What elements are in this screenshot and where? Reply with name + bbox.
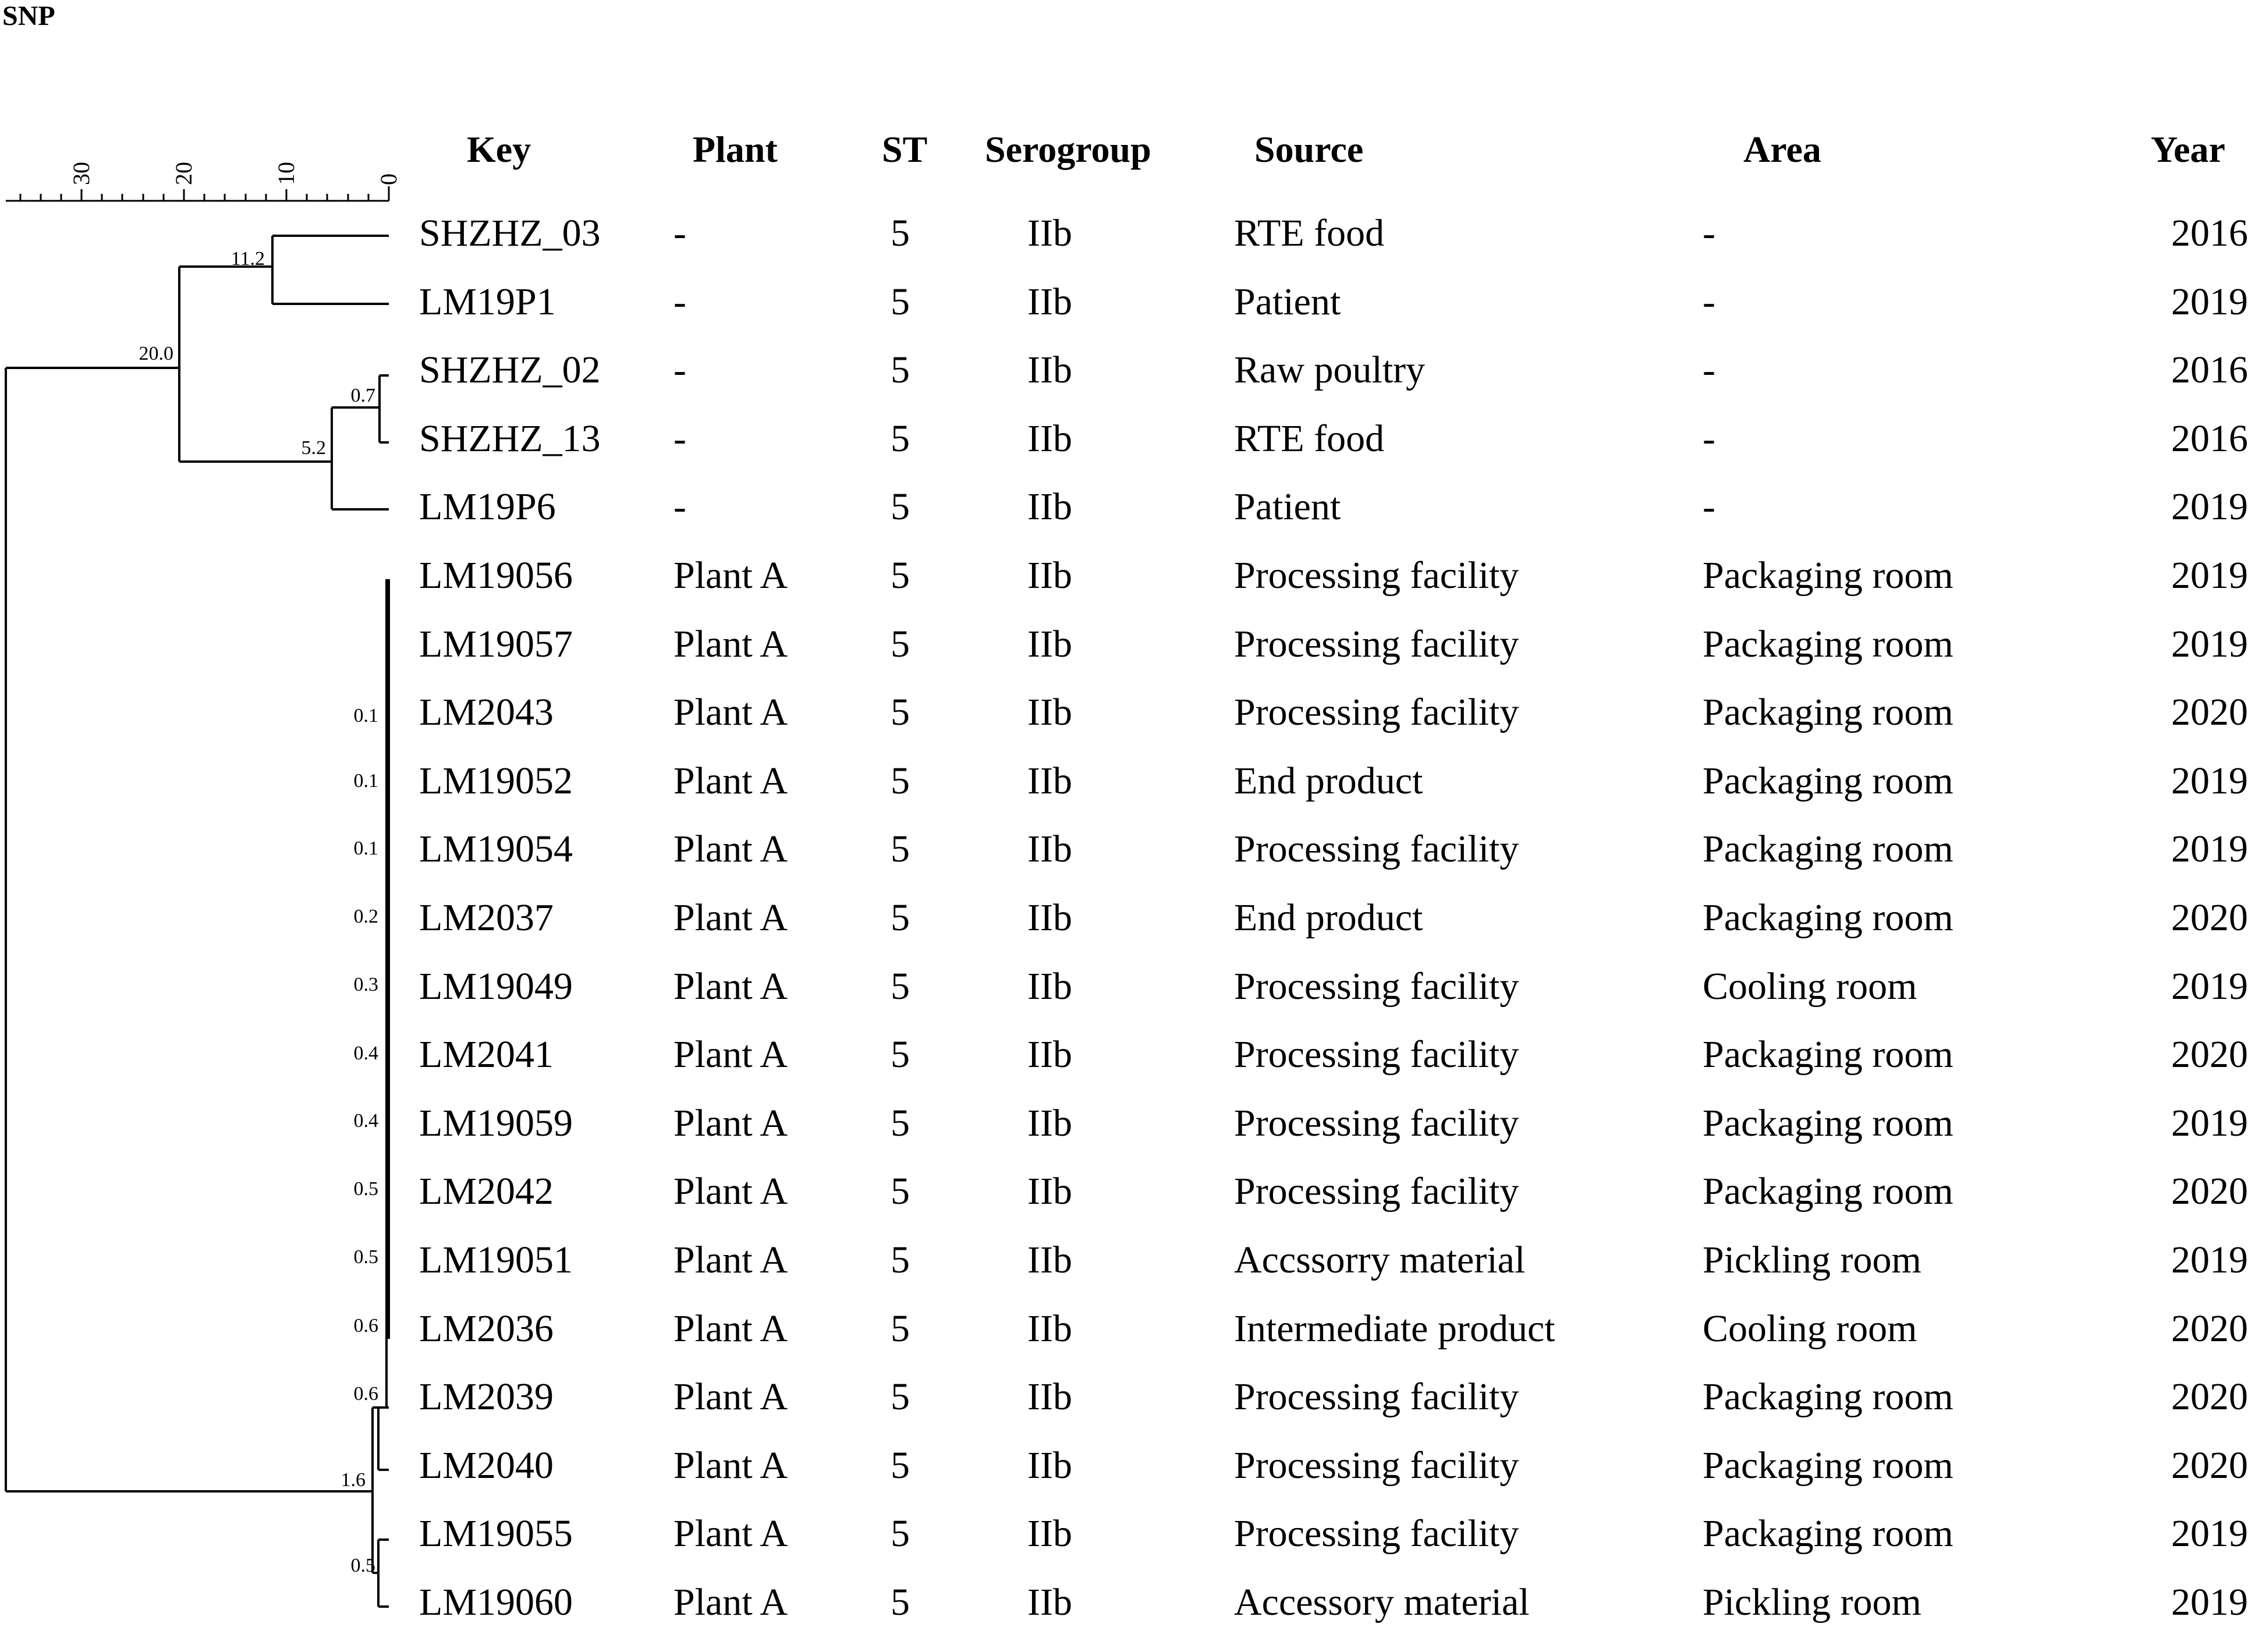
serogroup-cell: IIb — [1027, 280, 1072, 323]
scale-tick-label: 20 — [171, 162, 197, 185]
source-cell: RTE food — [1234, 417, 1385, 460]
st-cell: 5 — [891, 691, 910, 734]
year-cell: 2019 — [2171, 759, 2248, 802]
node-label: 1.6 — [341, 1469, 366, 1491]
year-cell: 2020 — [2171, 1307, 2248, 1350]
year-cell: 2019 — [2171, 828, 2248, 871]
isolate-key: LM19059 — [419, 1101, 573, 1144]
area-cell: - — [1703, 417, 1715, 460]
plant-cell: Plant A — [673, 759, 788, 802]
serogroup-cell: IIb — [1027, 417, 1072, 460]
scale-bar — [6, 186, 389, 201]
node-label: 0.7 — [350, 385, 375, 406]
figure-title: SNP — [2, 1, 55, 31]
source-cell: RTE food — [1234, 212, 1385, 254]
table-row — [0, 1172, 2248, 1241]
isolate-key: LM2040 — [419, 1444, 554, 1487]
scale-tick-label: 10 — [273, 162, 299, 185]
node-label: 0.1 — [353, 770, 378, 792]
isolate-key: SHZHZ_03 — [419, 212, 601, 254]
header-key: Key — [467, 129, 531, 170]
table-row — [0, 830, 2248, 899]
isolate-key: LM19054 — [419, 828, 573, 871]
isolate-key: LM19056 — [419, 554, 573, 597]
area-cell: Packaging room — [1703, 1376, 1953, 1419]
area-cell: Packaging room — [1703, 1444, 1953, 1487]
node-label: 0.5 — [353, 1246, 378, 1268]
header-st: ST — [882, 129, 928, 170]
scale-tick-labels — [68, 162, 402, 185]
source-cell: Processing facility — [1234, 622, 1519, 665]
isolate-key: LM19057 — [419, 622, 573, 665]
year-cell: 2020 — [2171, 1376, 2248, 1419]
serogroup-cell: IIb — [1027, 965, 1072, 1008]
isolate-key: LM19P6 — [419, 485, 556, 529]
year-cell: 2019 — [2171, 622, 2248, 665]
area-cell: Cooling room — [1703, 965, 1917, 1008]
serogroup-cell: IIb — [1027, 1101, 1072, 1144]
table-row — [0, 1512, 2248, 1583]
area-cell: Cooling room — [1703, 1307, 1917, 1350]
area-cell: - — [1703, 212, 1715, 254]
node-label: 0.2 — [353, 906, 378, 927]
st-cell: 5 — [891, 1512, 910, 1555]
node-label: 5.2 — [301, 437, 326, 459]
source-cell: Patient — [1234, 280, 1341, 323]
area-cell: Packaging room — [1703, 1033, 1953, 1076]
st-cell: 5 — [891, 554, 910, 597]
year-cell: 2016 — [2171, 417, 2248, 460]
header-area: Area — [1743, 129, 1821, 170]
isolate-key: LM2041 — [419, 1033, 554, 1076]
table-row — [0, 485, 2248, 556]
year-cell: 2016 — [2171, 349, 2248, 392]
serogroup-cell: IIb — [1027, 212, 1072, 254]
serogroup-cell: IIb — [1027, 485, 1072, 529]
plant-cell: Plant A — [673, 1512, 788, 1555]
plant-cell: Plant A — [673, 1376, 788, 1419]
plant-cell: Plant A — [673, 1033, 788, 1076]
isolate-key: LM2039 — [419, 1376, 554, 1419]
isolate-key: SHZHZ_02 — [419, 349, 601, 392]
st-cell: 5 — [891, 896, 910, 939]
serogroup-cell: IIb — [1027, 691, 1072, 734]
area-cell: Pickling room — [1703, 1581, 1921, 1623]
table-row — [0, 417, 2248, 488]
scale-tick-label: 30 — [68, 162, 94, 185]
source-cell: Processing facility — [1234, 1101, 1519, 1144]
source-cell: End product — [1234, 759, 1423, 802]
year-cell: 2020 — [2171, 896, 2248, 939]
plant-cell: Plant A — [673, 622, 788, 665]
plant-cell: Plant A — [673, 1307, 788, 1350]
st-cell: 5 — [891, 280, 910, 323]
st-cell: 5 — [891, 759, 910, 802]
header-plant: Plant — [693, 129, 778, 170]
year-cell: 2020 — [2171, 1170, 2248, 1213]
year-cell: 2019 — [2171, 1239, 2248, 1281]
source-cell: End product — [1234, 896, 1423, 939]
plant-cell: Plant A — [673, 1581, 788, 1623]
st-cell: 5 — [891, 1170, 910, 1213]
source-cell: Processing facility — [1234, 1376, 1519, 1419]
year-cell: 2019 — [2171, 280, 2248, 323]
source-cell: Processing facility — [1234, 1033, 1519, 1076]
node-label: 11.2 — [231, 248, 265, 270]
serogroup-cell: IIb — [1027, 759, 1072, 802]
plant-cell: Plant A — [673, 1444, 788, 1487]
plant-cell: - — [673, 349, 686, 392]
serogroup-cell: IIb — [1027, 1170, 1072, 1213]
st-cell: 5 — [891, 1376, 910, 1419]
source-cell: Intermediate product — [1234, 1307, 1555, 1350]
source-cell: Processing facility — [1234, 1512, 1519, 1555]
serogroup-cell: IIb — [1027, 349, 1072, 392]
plant-cell: - — [673, 212, 686, 254]
area-cell: Packaging room — [1703, 622, 1953, 665]
year-cell: 2019 — [2171, 1512, 2248, 1555]
table-row — [0, 1241, 2248, 1310]
table-row — [0, 967, 2248, 1036]
isolate-key: LM19052 — [419, 759, 573, 802]
isolate-key: LM2042 — [419, 1170, 554, 1213]
year-cell: 2020 — [2171, 1444, 2248, 1487]
source-cell: Processing facility — [1234, 1170, 1519, 1213]
st-cell: 5 — [891, 212, 910, 254]
source-cell: Patient — [1234, 485, 1341, 529]
serogroup-cell: IIb — [1027, 554, 1072, 597]
isolate-key: LM2036 — [419, 1307, 554, 1350]
plant-cell: Plant A — [673, 691, 788, 734]
year-cell: 2019 — [2171, 554, 2248, 597]
st-cell: 5 — [891, 485, 910, 529]
st-cell: 5 — [891, 828, 910, 871]
table-row — [0, 693, 2248, 762]
area-cell: Packaging room — [1703, 759, 1953, 802]
st-cell: 5 — [891, 1033, 910, 1076]
area-cell: Packaging room — [1703, 554, 1953, 597]
source-cell: Processing facility — [1234, 554, 1519, 597]
st-cell: 5 — [891, 1581, 910, 1623]
plant-cell: Plant A — [673, 896, 788, 939]
serogroup-cell: IIb — [1027, 1239, 1072, 1281]
isolate-key: LM2037 — [419, 896, 554, 939]
year-cell: 2019 — [2171, 965, 2248, 1008]
year-cell: 2020 — [2171, 691, 2248, 734]
table-row — [0, 759, 2248, 831]
serogroup-cell: IIb — [1027, 1444, 1072, 1487]
table-row — [0, 1307, 2248, 1378]
node-label: 0.4 — [353, 1110, 378, 1132]
header-year: Year — [2151, 129, 2225, 170]
st-cell: 5 — [891, 965, 910, 1008]
table-row — [0, 1101, 2248, 1173]
node-label: 0.6 — [353, 1315, 378, 1337]
node-label: 0.5 — [350, 1555, 375, 1576]
node-label: 0.6 — [353, 1383, 378, 1405]
node-label: 0.5 — [353, 1178, 378, 1200]
plant-cell: Plant A — [673, 828, 788, 871]
table-row — [0, 214, 2248, 283]
year-cell: 2019 — [2171, 485, 2248, 529]
plant-cell: - — [673, 280, 686, 323]
area-cell: Packaging room — [1703, 896, 1953, 939]
table-row — [0, 896, 2248, 967]
area-cell: - — [1703, 349, 1715, 392]
isolate-key: SHZHZ_13 — [419, 417, 601, 460]
table-row — [0, 1378, 2248, 1447]
isolate-key: LM19055 — [419, 1512, 573, 1555]
source-cell: Raw poultry — [1234, 349, 1426, 392]
serogroup-cell: IIb — [1027, 1033, 1072, 1076]
st-cell: 5 — [891, 1101, 910, 1144]
serogroup-cell: IIb — [1027, 1581, 1072, 1623]
table-row — [0, 1444, 2248, 1515]
year-cell: 2019 — [2171, 1581, 2248, 1623]
area-cell: - — [1703, 280, 1715, 323]
plant-cell: Plant A — [673, 965, 788, 1008]
area-cell: Packaging room — [1703, 1512, 1953, 1555]
node-label: 0.1 — [353, 705, 378, 726]
serogroup-cell: IIb — [1027, 1376, 1072, 1419]
isolate-key: LM19P1 — [419, 280, 556, 323]
table-row — [0, 351, 2248, 420]
node-label: 20.0 — [139, 343, 173, 364]
source-cell: Processing facility — [1234, 965, 1519, 1008]
plant-cell: Plant A — [673, 554, 788, 597]
st-cell: 5 — [891, 417, 910, 460]
serogroup-cell: IIb — [1027, 622, 1072, 665]
st-cell: 5 — [891, 1307, 910, 1350]
area-cell: Packaging room — [1703, 691, 1953, 734]
isolate-key: LM19049 — [419, 965, 573, 1008]
header-source: Source — [1254, 129, 1364, 170]
st-cell: 5 — [891, 349, 910, 392]
isolate-key: LM19060 — [419, 1581, 573, 1623]
year-cell: 2020 — [2171, 1033, 2248, 1076]
serogroup-cell: IIb — [1027, 1307, 1072, 1350]
area-cell: Packaging room — [1703, 1101, 1953, 1144]
scale-tick-label: 0 — [375, 173, 402, 185]
plant-cell: - — [673, 417, 686, 460]
plant-cell: Plant A — [673, 1239, 788, 1281]
area-cell: Pickling room — [1703, 1239, 1921, 1281]
area-cell: Packaging room — [1703, 828, 1953, 871]
table-row — [0, 556, 2248, 625]
year-cell: 2019 — [2171, 1101, 2248, 1144]
node-label: 0.4 — [353, 1043, 378, 1064]
table-row — [0, 1033, 2248, 1104]
area-cell: Packaging room — [1703, 1170, 1953, 1213]
table-row — [0, 280, 2248, 352]
serogroup-cell: IIb — [1027, 896, 1072, 939]
header-serogroup: Serogroup — [985, 129, 1151, 170]
area-cell: - — [1703, 485, 1715, 529]
plant-cell: Plant A — [673, 1101, 788, 1144]
source-cell: Accssorry material — [1234, 1239, 1526, 1281]
serogroup-cell: IIb — [1027, 828, 1072, 871]
isolate-key: LM2043 — [419, 691, 554, 734]
st-cell: 5 — [891, 622, 910, 665]
st-cell: 5 — [891, 1239, 910, 1281]
node-label: 0.1 — [353, 838, 378, 859]
isolate-key: LM19051 — [419, 1239, 573, 1281]
st-cell: 5 — [891, 1444, 910, 1487]
serogroup-cell: IIb — [1027, 1512, 1072, 1555]
table-row — [0, 1583, 2248, 1652]
table-row — [0, 622, 2248, 694]
source-cell: Processing facility — [1234, 691, 1519, 734]
plant-cell: - — [673, 485, 686, 529]
node-label: 0.3 — [353, 974, 378, 995]
source-cell: Processing facility — [1234, 828, 1519, 871]
year-cell: 2016 — [2171, 212, 2248, 254]
source-cell: Accessory material — [1234, 1581, 1530, 1623]
plant-cell: Plant A — [673, 1170, 788, 1213]
source-cell: Processing facility — [1234, 1444, 1519, 1487]
